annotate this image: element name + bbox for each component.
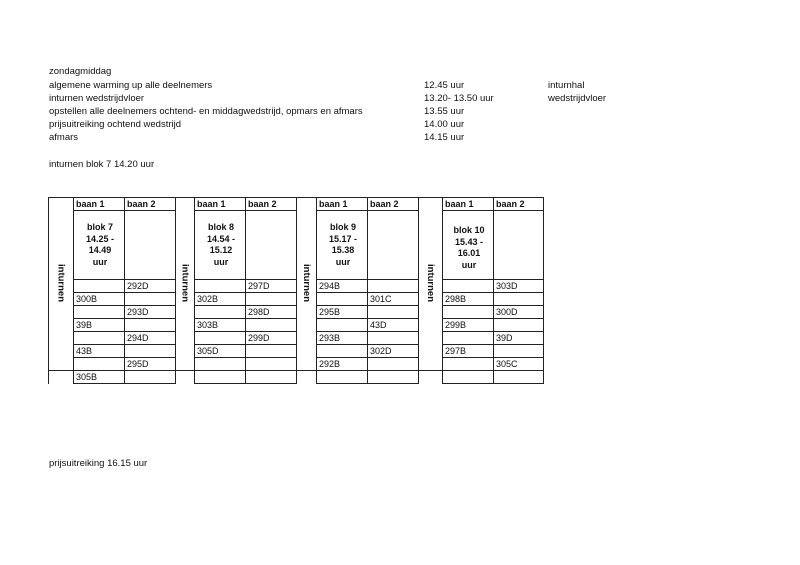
table-cell: 39B xyxy=(74,319,125,332)
block-start: 14.54 - xyxy=(206,233,236,244)
table-cell xyxy=(443,306,494,319)
side-label-cell xyxy=(49,198,74,371)
table-cell xyxy=(74,358,125,371)
block-time-cell xyxy=(195,211,246,280)
table-row xyxy=(49,332,544,345)
table-cell: 303D xyxy=(494,280,544,293)
table-cell: 302D xyxy=(368,345,419,358)
column-header: baan 2 xyxy=(125,198,176,211)
table-cell xyxy=(443,332,494,345)
block-time-cell xyxy=(317,211,368,280)
table-cell: 299D xyxy=(246,332,297,345)
schedule-activity: algemene warming up alle deelnemers xyxy=(49,80,213,91)
table-row xyxy=(49,280,544,293)
table-cell: 298B xyxy=(443,293,494,306)
schedule-time: 13.20- 13.50 uur xyxy=(424,93,494,104)
schedule-activity: inturnen wedstrijdvloer xyxy=(49,93,145,104)
block-unit: uur xyxy=(335,256,351,267)
block-end: 15.38 xyxy=(331,245,355,255)
table-cell xyxy=(195,358,246,371)
table-cell xyxy=(125,345,176,358)
side-label: inturnen xyxy=(301,264,312,302)
block-label: blok 8 xyxy=(207,222,234,232)
schedule-time: 13.55 uur xyxy=(424,106,465,117)
table-cell: 302B xyxy=(195,293,246,306)
schedule-activity: opstellen alle deelnemers ochtend- en middagwedstrijd, opmars en afmars xyxy=(49,106,363,117)
side-label-cell xyxy=(176,198,195,371)
table-cell: 295B xyxy=(317,306,368,319)
footer-note: prijsuitreiking 16.15 uur xyxy=(49,458,148,469)
section-heading: zondagmiddag xyxy=(49,66,112,77)
table-cell xyxy=(195,280,246,293)
table-cell: 298D xyxy=(246,306,297,319)
column-header: baan 2 xyxy=(246,198,297,211)
schedule-time: 14.15 uur xyxy=(424,132,465,143)
table-cell xyxy=(246,358,297,371)
table-cell: 299B xyxy=(443,319,494,332)
table-cell xyxy=(494,319,544,332)
table-cell xyxy=(125,211,176,280)
table-cell xyxy=(443,280,494,293)
table-row xyxy=(49,371,544,384)
table-cell xyxy=(368,211,419,280)
column-header: baan 2 xyxy=(368,198,419,211)
block-unit: uur xyxy=(461,259,477,270)
header-row xyxy=(49,198,544,211)
table-cell: 292B xyxy=(317,358,368,371)
table-cell: 293D xyxy=(125,306,176,319)
block-start: 15.17 - xyxy=(328,233,358,244)
table-cell xyxy=(125,319,176,332)
table-row xyxy=(49,306,544,319)
table-cell: 294D xyxy=(125,332,176,345)
table-cell xyxy=(246,319,297,332)
table-cell xyxy=(246,293,297,306)
block-start: 14.25 - xyxy=(85,233,115,244)
table-cell xyxy=(317,345,368,358)
table-row xyxy=(49,319,544,332)
table-cell xyxy=(246,211,297,280)
table-cell xyxy=(494,293,544,306)
block-unit: uur xyxy=(213,256,229,267)
table-cell: 305C xyxy=(494,358,544,371)
side-label: inturnen xyxy=(55,264,67,302)
side-label-cell xyxy=(176,371,195,384)
table-cell xyxy=(443,358,494,371)
block-time-cell xyxy=(443,211,494,280)
table-cell: 303B xyxy=(195,319,246,332)
column-header: baan 1 xyxy=(317,198,368,211)
block-time-row xyxy=(49,211,544,280)
block-label: blok 9 xyxy=(329,222,356,232)
table-cell: 297B xyxy=(443,345,494,358)
table-cell: 300D xyxy=(494,306,544,319)
side-label-cell xyxy=(419,198,443,371)
schedule-location: inturnhal xyxy=(548,80,585,91)
block-label: blok 7 xyxy=(86,222,113,232)
table-cell: 305B xyxy=(74,371,125,384)
block-label: blok 10 xyxy=(453,225,485,235)
block-schedule-table xyxy=(48,197,544,384)
table-cell xyxy=(317,371,368,384)
table-cell xyxy=(195,332,246,345)
block-end: 14.49 xyxy=(88,245,112,255)
side-label: inturnen xyxy=(425,264,436,302)
schedule-activity: prijsuitreiking ochtend wedstrijd xyxy=(49,119,182,130)
block-end: 16.01 xyxy=(457,248,481,258)
column-header: baan 1 xyxy=(74,198,125,211)
side-label-cell xyxy=(419,371,443,384)
table-cell xyxy=(368,280,419,293)
table-cell: 39D xyxy=(494,332,544,345)
column-header: baan 2 xyxy=(494,198,544,211)
table-cell: 305D xyxy=(195,345,246,358)
schedule-time: 12.45 uur xyxy=(424,80,465,91)
column-header: baan 1 xyxy=(195,198,246,211)
table-cell: 43B xyxy=(74,345,125,358)
block-end: 15.12 xyxy=(209,245,233,255)
table-cell xyxy=(195,371,246,384)
table-cell: 43D xyxy=(368,319,419,332)
schedule-time: 14.00 uur xyxy=(424,119,465,130)
table-cell xyxy=(317,319,368,332)
table-row xyxy=(49,293,544,306)
table-cell xyxy=(368,332,419,345)
table-cell: 297D xyxy=(246,280,297,293)
side-label-cell xyxy=(297,371,317,384)
table-cell: 300B xyxy=(74,293,125,306)
table-cell xyxy=(246,371,297,384)
table-row xyxy=(49,358,544,371)
table-cell xyxy=(368,371,419,384)
table-cell xyxy=(494,345,544,358)
side-label-cell xyxy=(297,198,317,371)
block-start: 15.43 - xyxy=(454,236,484,247)
block-time-cell xyxy=(74,211,125,280)
table-cell xyxy=(74,280,125,293)
table-cell xyxy=(317,293,368,306)
table-cell xyxy=(494,211,544,280)
table-cell xyxy=(368,306,419,319)
side-label: inturnen xyxy=(179,264,191,302)
side-label-cell xyxy=(49,371,74,384)
table-cell xyxy=(246,345,297,358)
table-cell xyxy=(74,332,125,345)
schedule-location: wedstrijdvloer xyxy=(548,93,607,104)
table-cell: 295D xyxy=(125,358,176,371)
table-row xyxy=(49,345,544,358)
table-cell xyxy=(74,306,125,319)
column-header: baan 1 xyxy=(443,198,494,211)
table-cell xyxy=(195,306,246,319)
block-unit: uur xyxy=(92,256,108,267)
table-cell: 294B xyxy=(317,280,368,293)
table-cell xyxy=(443,371,494,384)
table-cell: 292D xyxy=(125,280,176,293)
table-cell xyxy=(125,371,176,384)
table-cell: 301C xyxy=(368,293,419,306)
schedule-activity: afmars xyxy=(49,132,79,143)
block7-note: inturnen blok 7 14.20 uur xyxy=(49,159,155,170)
table-cell: 293B xyxy=(317,332,368,345)
table-cell xyxy=(494,371,544,384)
table-cell xyxy=(125,293,176,306)
table-cell xyxy=(368,358,419,371)
